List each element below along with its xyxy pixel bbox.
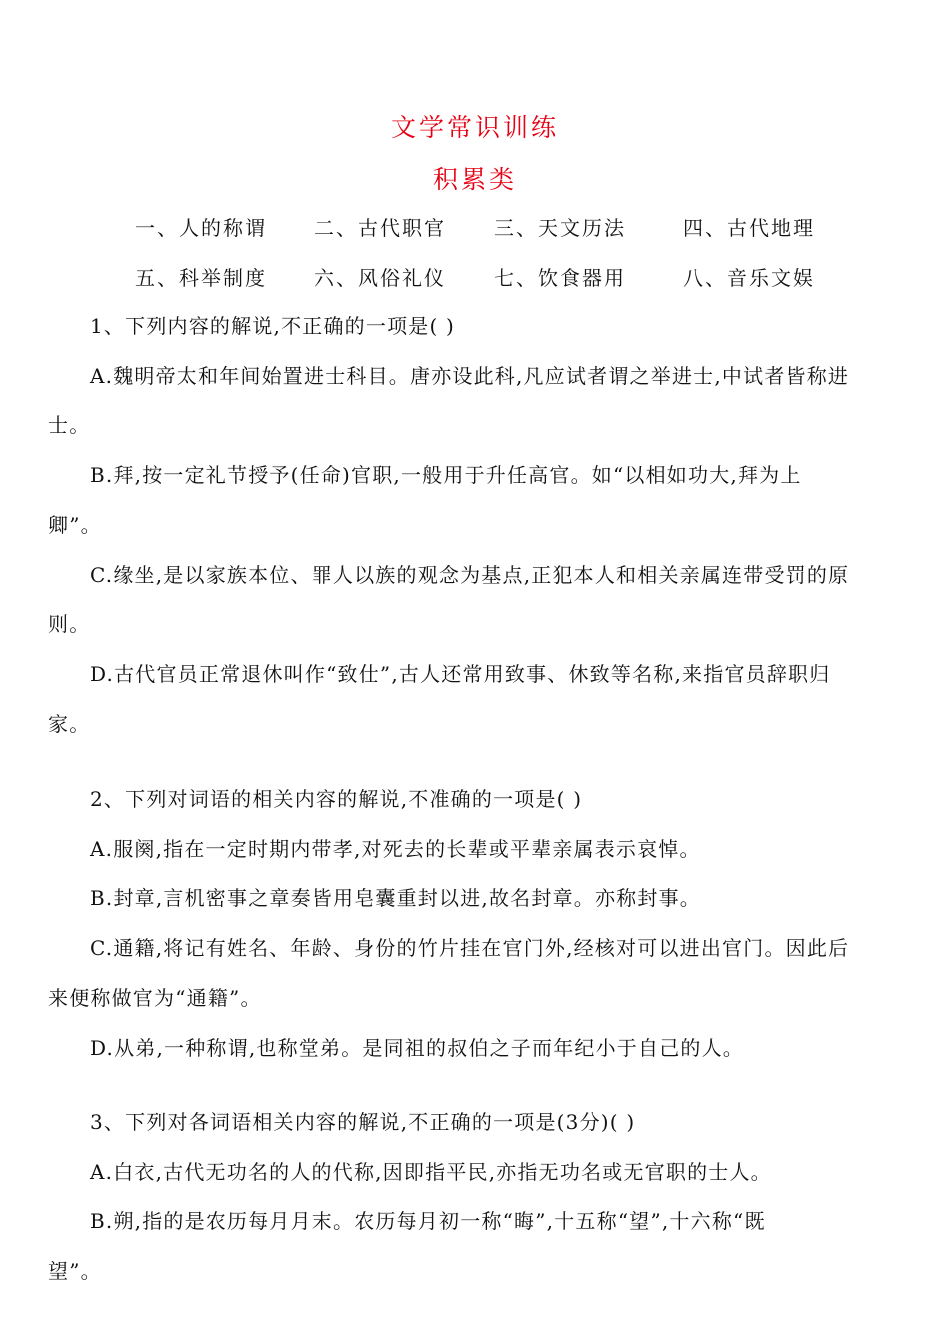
question-2-option-c-cont: 来便称做官为“通籍”。 xyxy=(48,986,262,1010)
question-2-option-a: A.服阕,指在一定时期内带孝,对死去的长辈或平辈亲属表示哀悼。 xyxy=(90,837,701,861)
category-7: 七、饮食器用 xyxy=(494,266,626,290)
question-3-stem: 3、下列对各词语相关内容的解说,不正确的一项是(3分)( ) xyxy=(90,1110,636,1134)
question-1-option-d: D.古代官员正常退休叫作“致仕”,古人还常用致事、休致等名称,来指官员辞职归 xyxy=(90,662,831,686)
question-1-option-b: B.拜,按一定礼节授予(任命)官职,一般用于升任高官。如“以相如功大,拜为上 xyxy=(90,463,802,487)
question-1-option-b-cont: 卿”。 xyxy=(48,513,102,537)
question-1-stem: 1、下列内容的解说,不正确的一项是( ) xyxy=(90,314,456,338)
question-3-option-b-cont: 望”。 xyxy=(48,1259,102,1283)
question-1-option-a-cont: 士。 xyxy=(48,413,91,437)
category-4: 四、古代地理 xyxy=(683,216,815,240)
question-2-option-c: C.通籍,将记有姓名、年龄、身份的竹片挂在官门外,经核对可以进出官门。因此后 xyxy=(90,936,850,960)
category-1: 一、人的称谓 xyxy=(135,216,267,240)
question-1-option-a: A.魏明帝太和年间始置进士科目。唐亦设此科,凡应试者谓之举进士,中试者皆称进 xyxy=(90,364,850,388)
page-subtitle: 积累类 xyxy=(432,165,517,194)
category-5: 五、科举制度 xyxy=(135,266,267,290)
question-1-option-d-cont: 家。 xyxy=(48,712,91,736)
question-2-option-b: B.封章,言机密事之章奏皆用皂囊重封以进,故名封章。亦称封事。 xyxy=(90,886,701,910)
question-1-option-c-cont: 则。 xyxy=(48,612,91,636)
question-2-stem: 2、下列对词语的相关内容的解说,不准确的一项是( ) xyxy=(90,787,583,811)
question-3-option-b: B.朔,指的是农历每月月末。农历每月初一称“晦”,十五称“望”,十六称“既 xyxy=(90,1209,766,1233)
category-2: 二、古代职官 xyxy=(314,216,446,240)
category-3: 三、天文历法 xyxy=(494,216,626,240)
category-8: 八、音乐文娱 xyxy=(683,266,815,290)
page-title: 文学常识训练 xyxy=(390,113,559,142)
question-1-option-c: C.缘坐,是以家族本位、罪人以族的观念为基点,正犯本人和相关亲属连带受罚的原 xyxy=(90,563,850,587)
category-6: 六、风俗礼仪 xyxy=(314,266,446,290)
question-3-option-a: A.白衣,古代无功名的人的代称,因即指平民,亦指无功名或无官职的士人。 xyxy=(90,1160,772,1184)
question-2-option-d: D.从弟,一种称谓,也称堂弟。是同祖的叔伯之子而年纪小于自己的人。 xyxy=(90,1036,744,1060)
